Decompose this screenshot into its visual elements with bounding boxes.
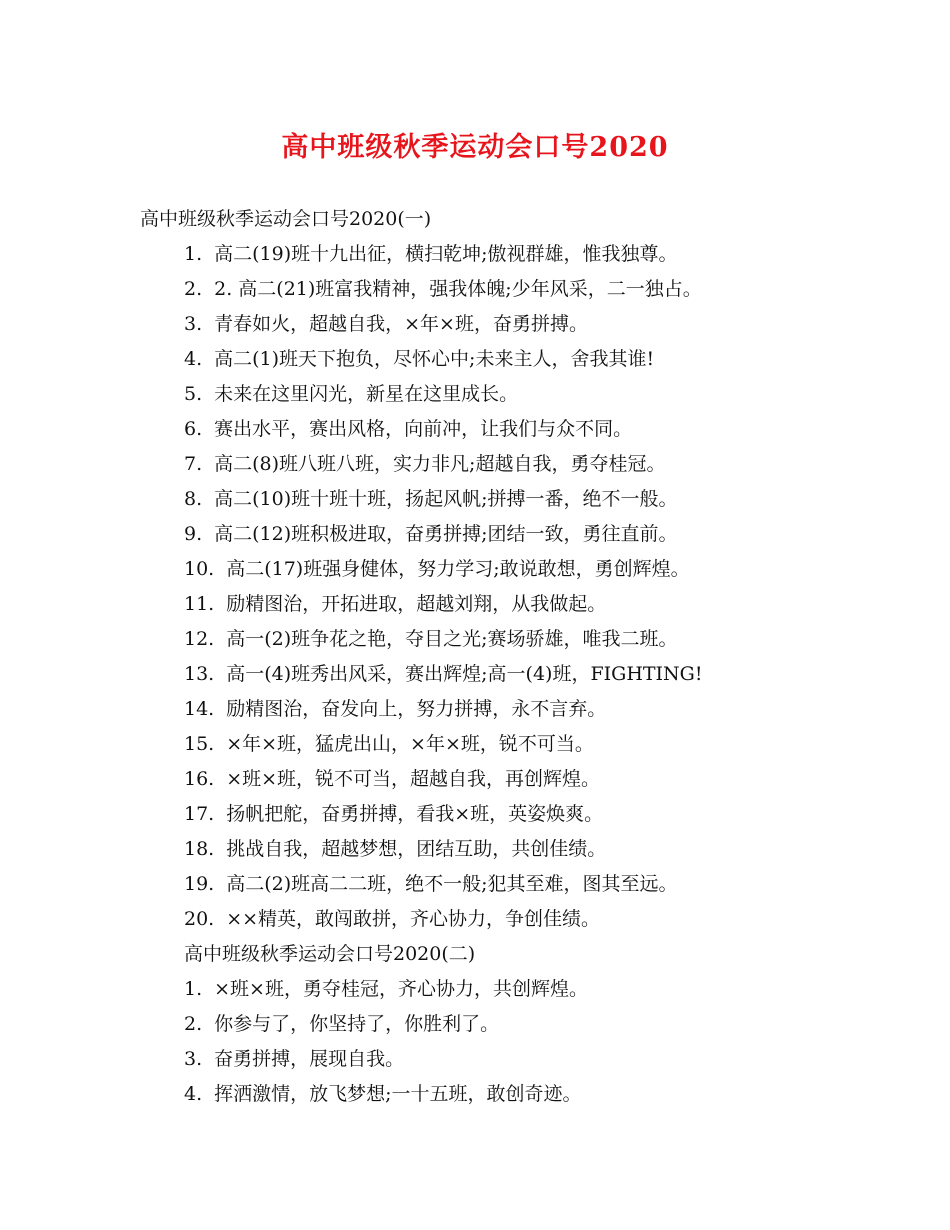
- list-item: [0, 447, 950, 482]
- list-item: [0, 1042, 950, 1077]
- item-text: 奋勇拼搏，展现自我。: [214, 1048, 405, 1070]
- item-number: 2.: [184, 1013, 203, 1035]
- item-number: 10.: [184, 558, 215, 580]
- document-title: 高中班级秋季运动会口号2020: [281, 132, 669, 163]
- list-item: [0, 587, 950, 622]
- item-text: 2. 高二(21)班富我精神，强我体魄;少年风采，二一独占。: [214, 278, 702, 300]
- item-text: 未来在这里闪光，新星在这里成长。: [214, 383, 519, 405]
- item-number: 15.: [184, 733, 215, 755]
- item-number: 19.: [184, 873, 215, 895]
- item-number: 18.: [184, 838, 215, 860]
- item-number: 1.: [184, 978, 203, 1000]
- list-item: [0, 692, 950, 727]
- item-text: 高二(1)班天下抱负，尽怀心中;未来主人，舍我其谁!: [214, 348, 655, 370]
- list-item: [0, 657, 950, 692]
- item-text: 高二(17)班强身健体，努力学习;敢说敢想，勇创辉煌。: [226, 558, 690, 580]
- item-number: 4.: [184, 348, 203, 370]
- list-item: [0, 377, 950, 412]
- item-text: ×年×班，猛虎出山，×年×班，锐不可当。: [226, 733, 594, 755]
- list-item: [0, 972, 950, 1007]
- list-item: [0, 902, 950, 937]
- item-number: 6.: [184, 418, 203, 440]
- item-number: 1.: [184, 243, 203, 265]
- item-text: 高二(19)班十九出征，横扫乾坤;傲视群雄，惟我独尊。: [214, 243, 678, 265]
- section-heading-2: 高中班级秋季运动会口号2020(二): [184, 943, 476, 965]
- item-number: 14.: [184, 698, 215, 720]
- item-text: ×班×班，锐不可当，超越自我，再创辉煌。: [226, 768, 601, 790]
- item-number: 3.: [184, 1048, 203, 1070]
- item-text: ××精英，敢闯敢拼，齐心协力，争创佳绩。: [226, 908, 601, 930]
- item-text: 励精图治，奋发向上，努力拼搏，永不言弃。: [226, 698, 607, 720]
- item-number: 11.: [184, 593, 215, 615]
- item-text: 高二(8)班八班八班，实力非凡;超越自我，勇夺桂冠。: [214, 453, 666, 475]
- item-number: 16.: [184, 768, 215, 790]
- item-text: 青春如火，超越自我，×年×班，奋勇拼搏。: [214, 313, 588, 335]
- item-number: 4.: [184, 1083, 203, 1105]
- item-text: 励精图治，开拓进取，超越刘翔，从我做起。: [226, 593, 607, 615]
- item-number: 5.: [184, 383, 203, 405]
- list-item: [0, 517, 950, 552]
- item-number: 7.: [184, 453, 203, 475]
- list-item: [0, 762, 950, 797]
- item-text: 挥洒激情，放飞梦想;一十五班，敢创奇迹。: [214, 1083, 582, 1105]
- item-text: 扬帆把舵，奋勇拼搏，看我×班，英姿焕爽。: [226, 803, 604, 825]
- item-text: 挑战自我，超越梦想，团结互助，共创佳绩。: [226, 838, 607, 860]
- item-number: 9.: [184, 523, 203, 545]
- list-item: [0, 552, 950, 587]
- item-number: 17.: [184, 803, 215, 825]
- item-text: 高二(10)班十班十班，扬起风帆;拼搏一番，绝不一般。: [214, 488, 678, 510]
- list-item: [0, 1077, 950, 1112]
- list-item: [0, 1007, 950, 1042]
- list-item: [0, 272, 950, 307]
- item-text: 你参与了，你坚持了，你胜利了。: [214, 1013, 500, 1035]
- list-item: [0, 867, 950, 902]
- list-item: [0, 237, 950, 272]
- list-item: [0, 622, 950, 657]
- list-item: [0, 797, 950, 832]
- item-text: 高二(2)班高二二班，绝不一般;犯其至难，图其至远。: [226, 873, 678, 895]
- item-number: 2.: [184, 278, 203, 300]
- item-text: 赛出水平，赛出风格，向前冲，让我们与众不同。: [214, 418, 633, 440]
- list-item: [0, 482, 950, 517]
- item-number: 13.: [184, 663, 215, 685]
- item-text: 高一(2)班争花之艳，夺目之光;赛场骄雄，唯我二班。: [226, 628, 678, 650]
- list-item: [0, 727, 950, 762]
- list-item: [0, 412, 950, 447]
- item-text: 高一(4)班秀出风采，赛出辉煌;高一(4)班，FIGHTING!: [226, 663, 703, 685]
- list-item: [0, 342, 950, 377]
- item-number: 3.: [184, 313, 203, 335]
- list-item: [0, 307, 950, 342]
- item-number: 20.: [184, 908, 215, 930]
- list-item: [0, 832, 950, 867]
- document-body: [0, 202, 950, 1112]
- item-text: ×班×班，勇夺桂冠，齐心协力，共创辉煌。: [214, 978, 588, 1000]
- item-number: 12.: [184, 628, 215, 650]
- item-text: 高二(12)班积极进取，奋勇拼搏;团结一致，勇往直前。: [214, 523, 678, 545]
- section-heading-1: 高中班级秋季运动会口号2020(一): [140, 208, 432, 230]
- item-number: 8.: [184, 488, 203, 510]
